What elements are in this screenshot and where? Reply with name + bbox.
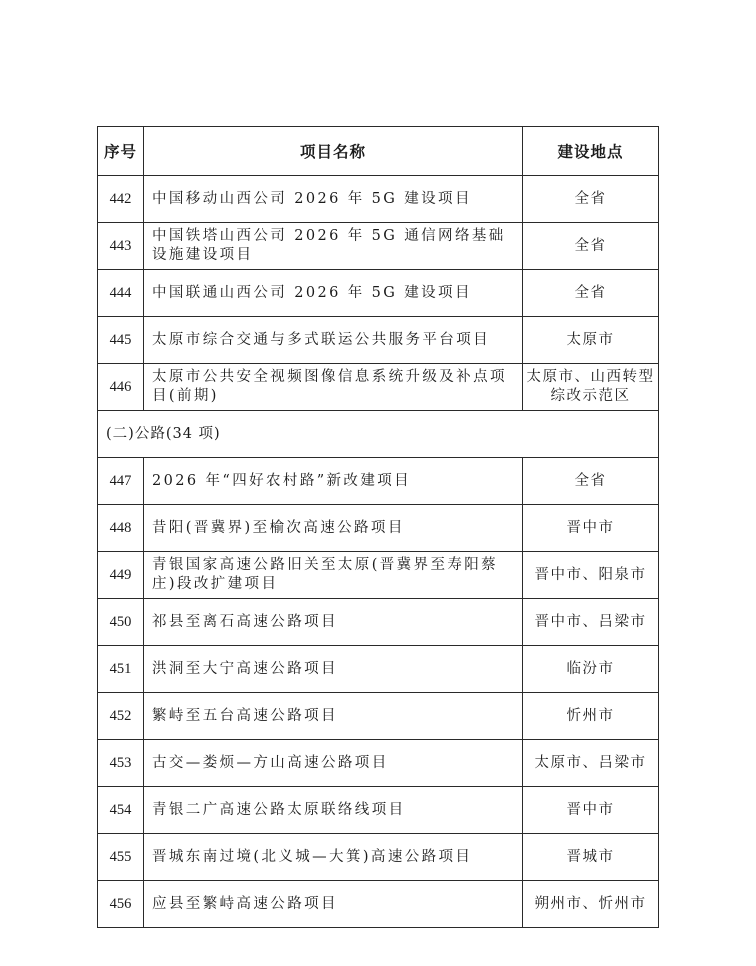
- table-header-row: [98, 127, 659, 176]
- section-heading: (二)公路(34 项): [98, 411, 659, 458]
- row-number: 449: [98, 552, 144, 599]
- table-row: [98, 223, 659, 270]
- row-number: 447: [98, 458, 144, 505]
- row-number: 453: [98, 740, 144, 787]
- row-number: 446: [98, 364, 144, 411]
- project-location: 临汾市: [523, 646, 659, 693]
- header-location: 建设地点: [523, 127, 659, 176]
- table-row: [98, 458, 659, 505]
- project-location: 全省: [523, 270, 659, 317]
- row-number: 445: [98, 317, 144, 364]
- project-name: 应县至繁峙高速公路项目: [144, 881, 523, 928]
- table-row: [98, 646, 659, 693]
- project-location: 全省: [523, 223, 659, 270]
- row-number: 444: [98, 270, 144, 317]
- project-name: 中国联通山西公司 2026 年 5G 建设项目: [144, 270, 523, 317]
- project-name: 昔阳(晋冀界)至榆次高速公路项目: [144, 505, 523, 552]
- row-number: 443: [98, 223, 144, 270]
- row-number: 448: [98, 505, 144, 552]
- project-name: 晋城东南过境(北义城—大箕)高速公路项目: [144, 834, 523, 881]
- project-name: 繁峙至五台高速公路项目: [144, 693, 523, 740]
- project-table: [97, 126, 659, 928]
- project-name: 太原市公共安全视频图像信息系统升级及补点项目(前期): [144, 364, 523, 411]
- project-location: 朔州市、忻州市: [523, 881, 659, 928]
- table-row: [98, 505, 659, 552]
- table-row: [98, 176, 659, 223]
- project-location: 全省: [523, 176, 659, 223]
- row-number: 451: [98, 646, 144, 693]
- project-location: 晋中市: [523, 787, 659, 834]
- table-row: [98, 599, 659, 646]
- table-row: [98, 834, 659, 881]
- project-name: 青银二广高速公路太原联络线项目: [144, 787, 523, 834]
- table-row: [98, 787, 659, 834]
- project-name: 洪洞至大宁高速公路项目: [144, 646, 523, 693]
- project-location: 晋城市: [523, 834, 659, 881]
- project-name: 太原市综合交通与多式联运公共服务平台项目: [144, 317, 523, 364]
- project-name: 青银国家高速公路旧关至太原(晋冀界至寿阳蔡庄)段改扩建项目: [144, 552, 523, 599]
- table-row: [98, 881, 659, 928]
- header-project-name: 项目名称: [144, 127, 523, 176]
- row-number: 455: [98, 834, 144, 881]
- table-row: [98, 270, 659, 317]
- project-name: 古交—娄烦—方山高速公路项目: [144, 740, 523, 787]
- table-row: [98, 693, 659, 740]
- section-row: [98, 411, 659, 458]
- header-serial-number: 序号: [98, 127, 144, 176]
- project-location: 太原市、吕梁市: [523, 740, 659, 787]
- project-location: 晋中市、阳泉市: [523, 552, 659, 599]
- project-location: 晋中市: [523, 505, 659, 552]
- project-location: 晋中市、吕梁市: [523, 599, 659, 646]
- row-number: 442: [98, 176, 144, 223]
- row-number: 450: [98, 599, 144, 646]
- table-row: [98, 552, 659, 599]
- table-row: [98, 317, 659, 364]
- row-number: 456: [98, 881, 144, 928]
- table-row: [98, 364, 659, 411]
- row-number: 454: [98, 787, 144, 834]
- project-name: 中国铁塔山西公司 2026 年 5G 通信网络基础设施建设项目: [144, 223, 523, 270]
- project-name: 中国移动山西公司 2026 年 5G 建设项目: [144, 176, 523, 223]
- row-number: 452: [98, 693, 144, 740]
- project-name: 2026 年“四好农村路”新改建项目: [144, 458, 523, 505]
- project-location: 太原市、山西转型综改示范区: [523, 364, 659, 411]
- project-location: 太原市: [523, 317, 659, 364]
- project-location: 全省: [523, 458, 659, 505]
- table-row: [98, 740, 659, 787]
- project-name: 祁县至离石高速公路项目: [144, 599, 523, 646]
- project-location: 忻州市: [523, 693, 659, 740]
